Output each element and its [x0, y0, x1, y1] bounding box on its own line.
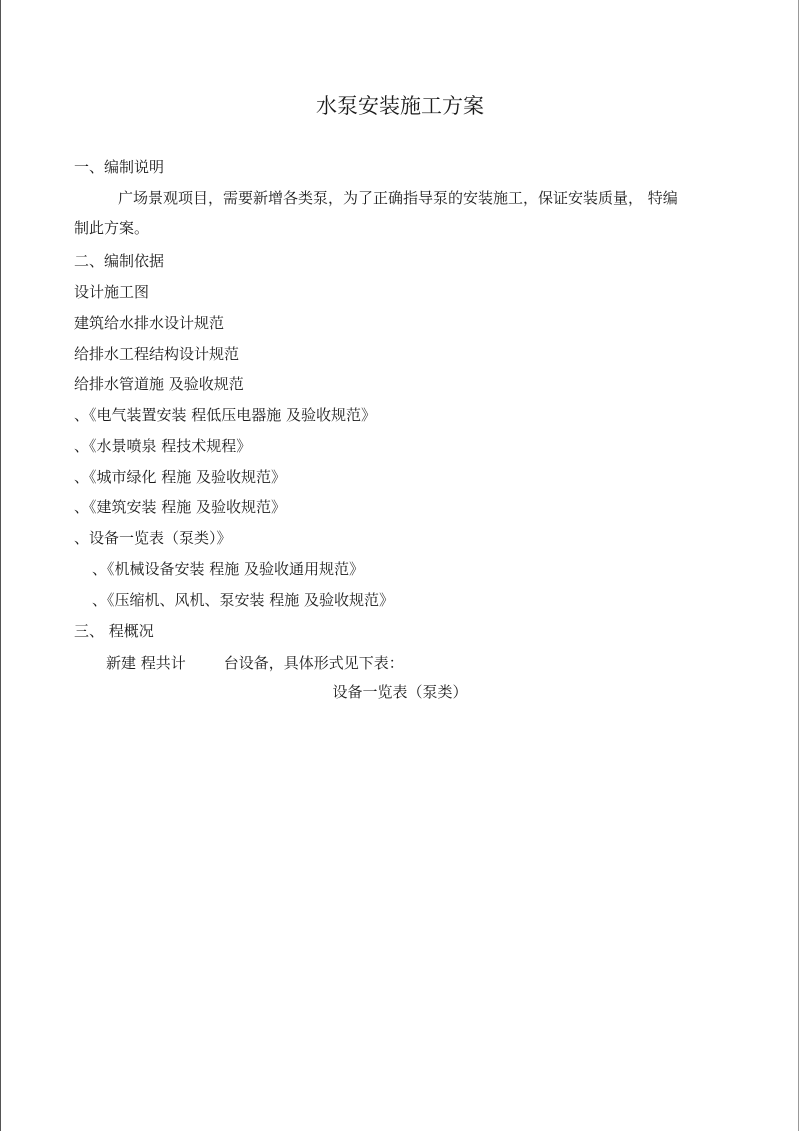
section-1-paragraph-line-1: 广场景观项目，需要新增各类泵，为了正确指导泵的安装施工，保证安装质量， 特编: [118, 189, 678, 207]
document-title: 水泵安装施工方案: [316, 94, 484, 118]
section-1-heading: 一、编制说明: [74, 158, 165, 176]
table-caption: 设备一览表（泵类）: [332, 683, 468, 701]
section-3-paragraph: [106, 653, 404, 673]
basis-item: 、《城市绿化 程施 及验收规范》: [74, 468, 287, 486]
basis-item: 、设备一览表（泵类）》: [74, 529, 232, 547]
basis-item: 给排水工程结构设计规范: [74, 345, 240, 363]
section-2-heading: 二、编制依据: [74, 252, 165, 270]
basis-item: 、《水景喷泉 程技术规程》: [74, 437, 252, 455]
page-border-left: [0, 0, 1, 1131]
basis-item: 、《电气装置安装 程低压电器施 及验收规范》: [74, 406, 377, 424]
page-border-right: [798, 0, 799, 1131]
basis-item: 建筑给水排水设计规范: [74, 314, 225, 332]
section-3-text-part-1: 新建 程共计: [106, 654, 186, 672]
section-1-paragraph-line-2: 制此方案。: [74, 219, 150, 237]
basis-item: 设计施工图: [74, 283, 150, 301]
basis-item: 、《压缩机、风机、泵安装 程施 及验收规范》: [92, 591, 395, 609]
basis-item: 给排水管道施 及验收规范: [74, 375, 244, 393]
section-3-heading: 三、 程概况: [74, 622, 154, 640]
basis-item: 、《建筑安装 程施 及验收规范》: [74, 498, 287, 516]
basis-item: 、《机械设备安装 程施 及验收通用规范》: [92, 560, 365, 578]
section-3-text-part-2: 台设备，具体形式见下表：: [223, 654, 404, 672]
